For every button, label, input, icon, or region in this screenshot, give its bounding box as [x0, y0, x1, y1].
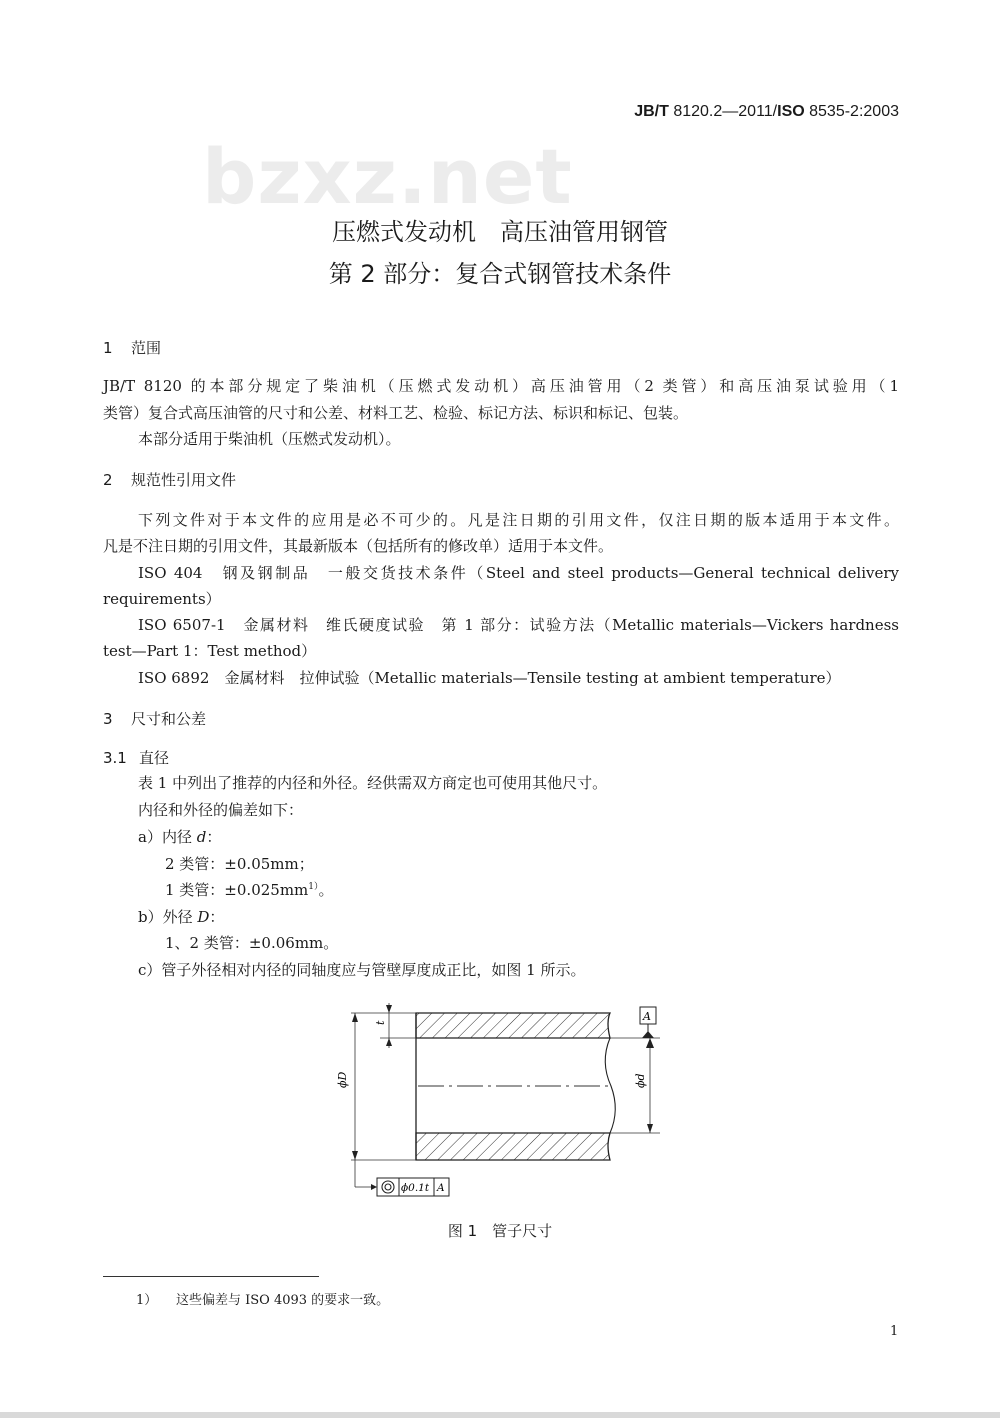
- reference-iso6507-line1: ISO 6507-1 金属材料 维氏硬度试验 第 1 部分：试验方法（Metallic materials—Vickers hardness: [138, 616, 899, 634]
- item-a-class1: 1 类管：$\pm 0.025mm^{1)}$。: [165, 881, 334, 899]
- outer-diameter-dimension: [336, 1013, 358, 1160]
- label-inner-diameter: ϕd: [634, 1073, 647, 1088]
- coaxiality-icon: [382, 1181, 394, 1193]
- item-c-coaxiality: c）管子外径相对内径的同轴度应与管壁厚度成正比，如图 1 所示。: [138, 961, 586, 979]
- item-b-outer-diameter: b）外径 D：: [138, 908, 225, 926]
- tolerance-value: ϕ0.1t: [401, 1182, 430, 1194]
- watermark: bzxz.net: [202, 132, 573, 221]
- item-a-class2: 2 类管：±0.05mm；: [165, 855, 314, 873]
- reference-iso404-line2: requirements）: [103, 590, 221, 608]
- section-3-heading: 3 尺寸和公差: [103, 710, 207, 728]
- section-2-heading: 2 规范性引用文件: [103, 471, 237, 489]
- sec3-paragraph-2: 内径和外径的偏差如下：: [138, 801, 304, 819]
- sec1-scope-paragraph: 本部分适用于柴油机（压燃式发动机）。: [138, 430, 401, 448]
- figure-caption: 图 1 管子尺寸: [447, 1222, 553, 1240]
- item-a-inner-diameter: a）内径 d：: [138, 828, 222, 846]
- sec1-paragraph-line2: 类管）复合式高压油管的尺寸和公差、材料工艺、检验、标记方法、标识和标记、包装。: [103, 404, 689, 422]
- tube-wall-bottom: [416, 1133, 610, 1160]
- tolerance-datum: A: [437, 1182, 445, 1194]
- section-1-heading: 1 范围: [103, 339, 162, 357]
- document-title-line2: 第 2 部分：复合式钢管技术条件: [328, 260, 672, 288]
- tube-dimension-figure: [330, 1000, 690, 1205]
- tube-wall-top: [416, 1013, 610, 1038]
- page-number: 1: [890, 1324, 899, 1339]
- footnote-separator: [103, 1276, 319, 1277]
- sec2-paragraph-line2: 凡是不注日期的引用文件，其最新版本（包括所有的修改单）适用于本文件。: [103, 537, 614, 555]
- document-title-line1: 压燃式发动机 高压油管用钢管: [332, 218, 668, 246]
- footnote: 1） 这些偏差与 ISO 4093 的要求一致。: [136, 1293, 390, 1308]
- sec3-paragraph-1: 表 1 中列出了推荐的内径和外径。经供需双方商定也可使用其他尺寸。: [138, 774, 608, 792]
- sec1-paragraph-line1: JB/T 8120 的本部分规定了柴油机（压燃式发动机）高压油管用（2 类管）和高压油泵试验用（1: [103, 377, 899, 395]
- reference-iso404-line1: ISO 404 钢及钢制品 一般交货技术条件（Steel and steel products—General technical delivery: [138, 564, 899, 582]
- label-outer-diameter: ϕD: [336, 1071, 349, 1088]
- reference-iso6507-line2: test—Part 1：Test method）: [103, 642, 317, 660]
- item-b-class12: 1、2 类管：±0.06mm。: [165, 934, 339, 952]
- standard-code: JB/T 8120.2—2011/ISO 8535-2:2003: [634, 103, 899, 120]
- break-line: [605, 1038, 615, 1133]
- reference-iso6892: ISO 6892 金属材料 拉伸试验（Metallic materials—Tensile testing at ambient temperature）: [138, 669, 841, 687]
- label-wall-thickness: t: [374, 1020, 387, 1025]
- wall-thickness-dimension: [374, 1003, 392, 1048]
- section-3-1-heading: 3.1 直径: [103, 749, 170, 767]
- sec2-paragraph-line1: 下列文件对于本文件的应用是必不可少的。凡是注日期的引用文件，仅注日期的版本适用于本文件。: [138, 511, 899, 529]
- coaxiality-tolerance-frame: [377, 1178, 449, 1196]
- svg-text:A: A: [643, 1010, 651, 1023]
- page-bottom-edge: [0, 1412, 1000, 1418]
- inner-diameter-dimension: [634, 1038, 654, 1133]
- datum-a-symbol: [640, 1007, 656, 1038]
